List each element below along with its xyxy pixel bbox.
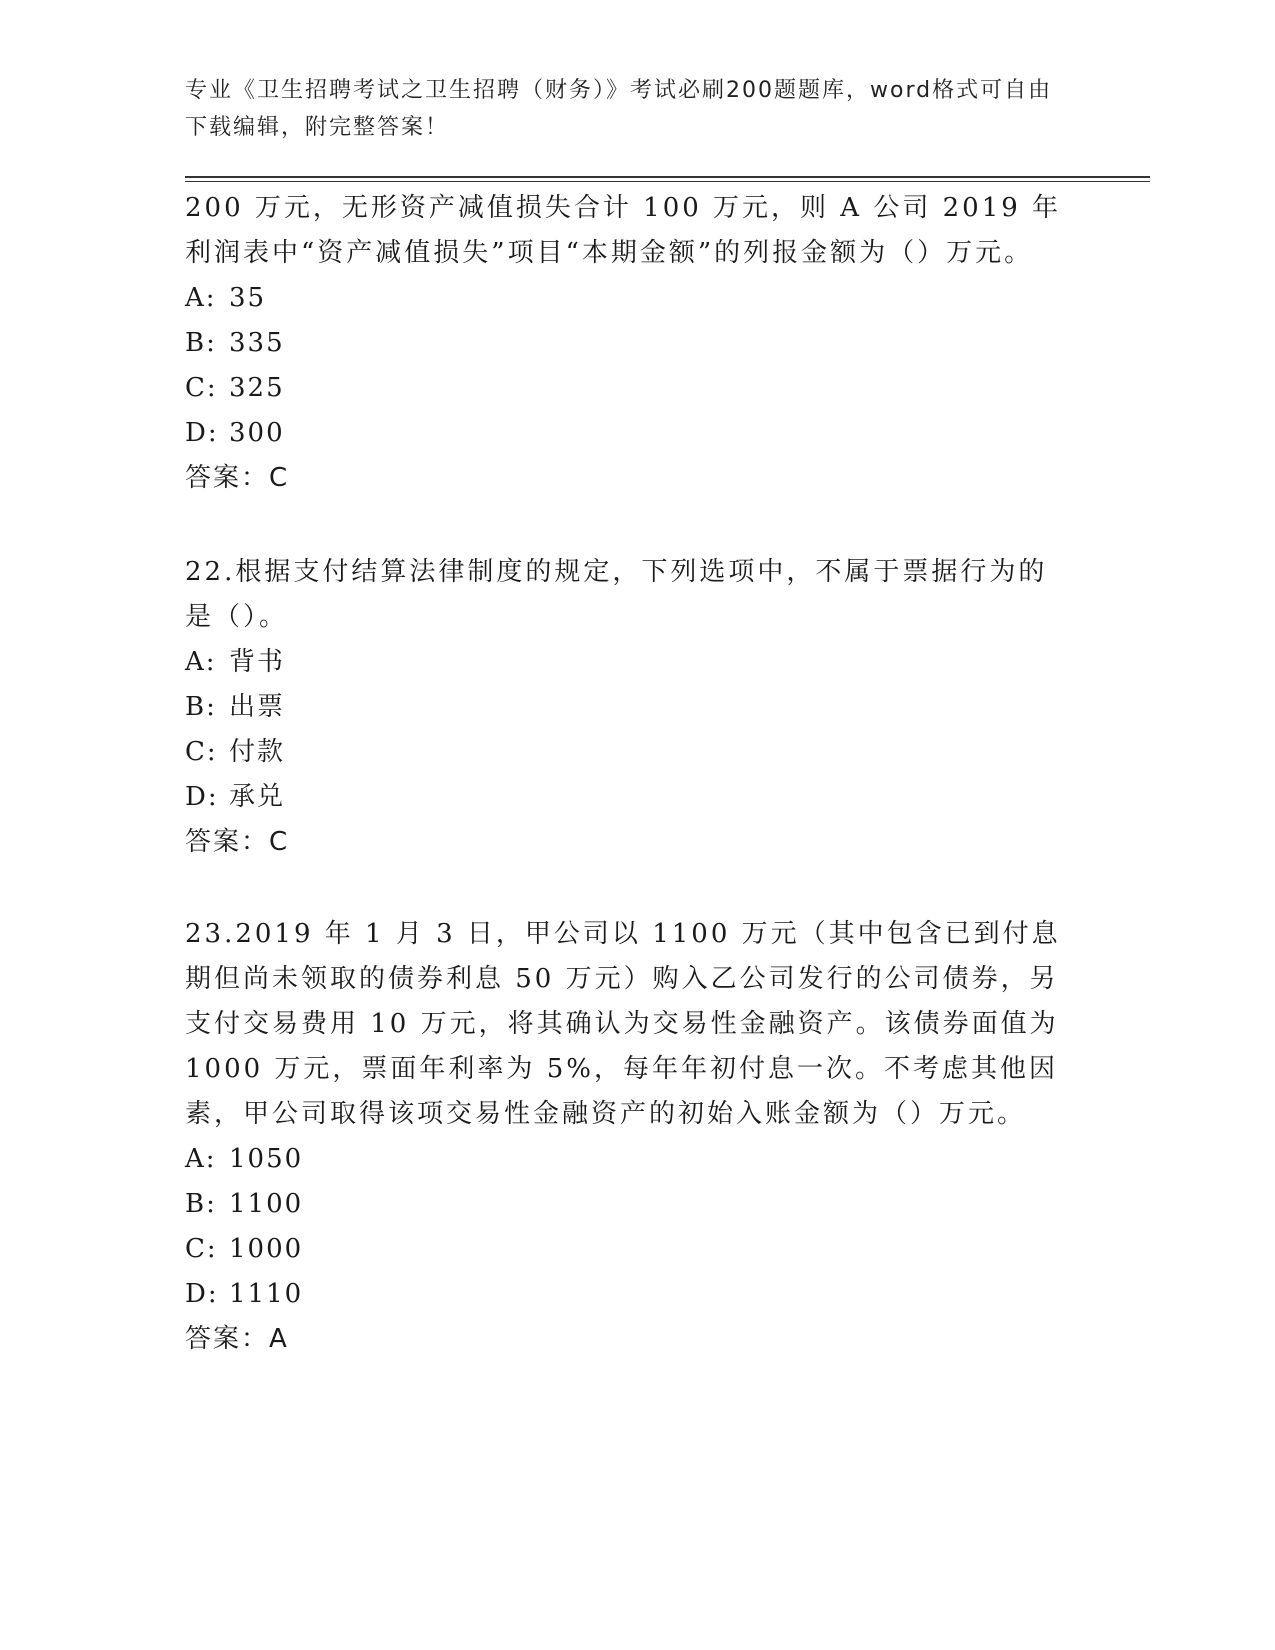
option-key: C: bbox=[185, 737, 218, 767]
document-header: 专业《卫生招聘考试之卫生招聘（财务）》考试必刷200题题库，word格式可自由下载编辑，附完整答案！ bbox=[185, 78, 1053, 140]
option-c bbox=[185, 366, 1065, 411]
option-text: 出票 bbox=[229, 692, 286, 722]
option-text: 1000 bbox=[229, 1234, 304, 1264]
option-key: B: bbox=[185, 692, 217, 722]
option-key: A: bbox=[185, 1144, 217, 1174]
header-divider-bottom bbox=[185, 181, 1150, 182]
option-key: B: bbox=[185, 328, 217, 358]
question-block bbox=[185, 550, 1065, 865]
option-text: 300 bbox=[229, 418, 285, 448]
option-key: D: bbox=[185, 1279, 219, 1309]
option-key: C: bbox=[185, 1234, 218, 1264]
question-block bbox=[185, 186, 1065, 501]
option-d bbox=[185, 775, 1065, 820]
option-b bbox=[185, 685, 1065, 730]
option-text: 背书 bbox=[229, 647, 286, 677]
option-key: B: bbox=[185, 1189, 217, 1219]
option-text: 325 bbox=[229, 373, 285, 403]
option-a bbox=[185, 276, 1065, 321]
option-b bbox=[185, 1182, 1065, 1227]
question-stem: 200 万元，无形资产减值损失合计 100 万元，则 A 公司 2019 年利润表中“资产减值损失”项目“本期金额”的列报金额为（）万元。 bbox=[185, 193, 1062, 268]
header-divider-top bbox=[185, 176, 1150, 178]
option-key: D: bbox=[185, 418, 219, 448]
option-c bbox=[185, 730, 1065, 775]
answer: 答案：C bbox=[185, 463, 290, 493]
option-key: A: bbox=[185, 283, 217, 313]
option-text: 335 bbox=[229, 328, 285, 358]
option-text: 付款 bbox=[229, 737, 286, 767]
option-text: 35 bbox=[229, 283, 267, 313]
option-key: D: bbox=[185, 782, 219, 812]
answer: 答案：C bbox=[185, 827, 290, 857]
question-stem: 22.根据支付结算法律制度的规定，下列选项中，不属于票据行为的是（）。 bbox=[185, 557, 1048, 632]
option-d bbox=[185, 1272, 1065, 1317]
option-text: 1050 bbox=[229, 1144, 304, 1174]
option-key: A: bbox=[185, 647, 217, 677]
option-b bbox=[185, 321, 1065, 366]
option-a bbox=[185, 640, 1065, 685]
option-text: 1110 bbox=[229, 1279, 304, 1309]
option-c bbox=[185, 1227, 1065, 1272]
answer: 答案：A bbox=[185, 1324, 289, 1354]
option-text: 1100 bbox=[229, 1189, 304, 1219]
option-text: 承兑 bbox=[229, 782, 286, 812]
question-stem: 23.2019 年 1 月 3 日，甲公司以 1100 万元（其中包含已到付息期但尚未领取的债券利息 50 万元）购入乙公司发行的公司债券，另支付交易费用 10 万元，将其确认为交易性金融资产。该债券面值为 1000 万元，票面年利率为 5%，每年年初付息一次。不考虑其他因素，甲公司取得该项交易性金融资产的初始入账金额为（）万元。 bbox=[185, 919, 1061, 1129]
option-key: C: bbox=[185, 373, 218, 403]
question-block bbox=[185, 912, 1065, 1362]
option-a bbox=[185, 1137, 1065, 1182]
option-d bbox=[185, 411, 1065, 456]
